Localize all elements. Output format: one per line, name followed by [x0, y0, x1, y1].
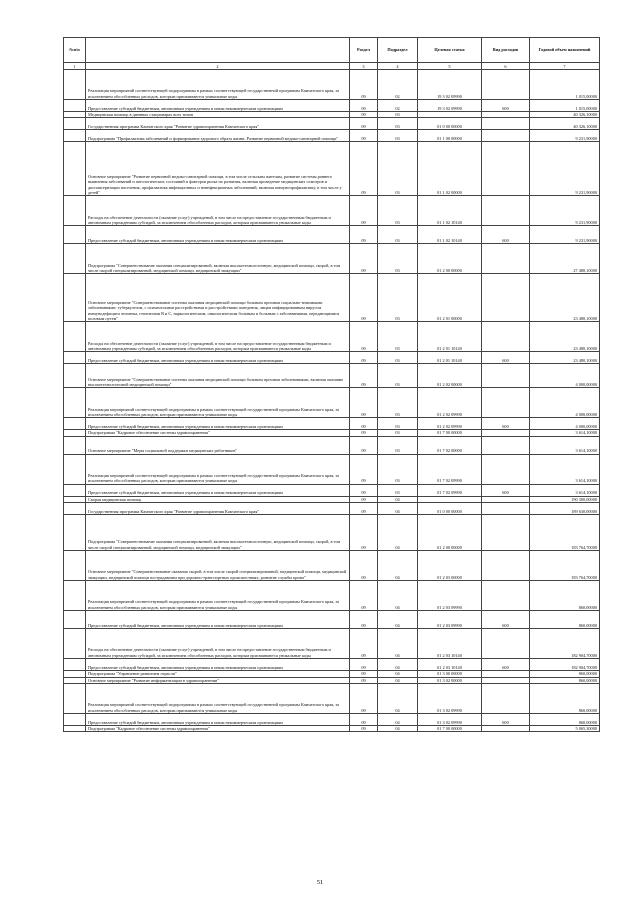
amount-cell: 183 764,70000: [530, 515, 600, 551]
subsection-cell: 03: [378, 388, 418, 418]
section-cell: 09: [350, 726, 378, 732]
section-cell: 09: [350, 100, 378, 112]
target-article-cell: 01 2 03 09990: [418, 581, 482, 611]
table-row: [64, 436, 600, 454]
name-cell: Предоставление субсидий бюджетным, автономным учреждениям и иным некоммерческим организациям: [86, 484, 350, 496]
section-cell: 09: [350, 142, 378, 196]
section-cell: 09: [350, 551, 378, 581]
target-article-cell: 01 2 01 00000: [418, 274, 482, 322]
table-row: [64, 611, 600, 629]
name-cell: Государственная программа Камчатского края "Развитие здравоохранения Камчатского края": [86, 503, 350, 515]
subsection-cell: 04: [378, 496, 418, 502]
amount-cell: 860,00000: [530, 611, 600, 629]
target-article-cell: 01 2 03 10140: [418, 659, 482, 671]
amount-cell: 9 231,90000: [530, 130, 600, 142]
name-cell: Основное мероприятие "Развитие информатизации в здравоохранении": [86, 677, 350, 683]
section-cell: 09: [350, 684, 378, 714]
num-cell: [64, 100, 86, 112]
expense-type-cell: [482, 726, 530, 732]
expense-type-cell: 600: [482, 611, 530, 629]
target-article-cell: 01 2 01 10140: [418, 322, 482, 352]
name-cell: Медицинская помощь в дневных стационарах всех типов: [86, 112, 350, 118]
table-row: [64, 196, 600, 226]
num-cell: [64, 726, 86, 732]
column-index-cell: 5: [418, 63, 482, 70]
amount-cell: 5 065,30000: [530, 726, 600, 732]
amount-cell: 40 326,10000: [530, 112, 600, 118]
amount-cell: 189 630,00000: [530, 503, 600, 515]
target-article-cell: 01 1 00 00000: [418, 130, 482, 142]
expense-type-cell: [482, 130, 530, 142]
amount-cell: 860,00000: [530, 581, 600, 611]
section-cell: 09: [350, 244, 378, 274]
header-num: №п/п: [64, 38, 86, 63]
amount-cell: 3 614,10000: [530, 430, 600, 436]
target-article-cell: 01 3 02 09990: [418, 684, 482, 714]
subsection-cell: 04: [378, 677, 418, 683]
table-row: [64, 684, 600, 714]
num-cell: [64, 70, 86, 100]
expense-type-cell: 600: [482, 226, 530, 244]
expense-type-cell: [482, 436, 530, 454]
name-cell: Расходы на обеспечение деятельности (оказание услуг) учреждений, в том числе на предоставление государственным бюджетным и автономным учреждениям субсидий, за исключением обособленных расходов, которым присваиваются уникальные коды: [86, 322, 350, 352]
target-article-cell: 01 1 02 10140: [418, 226, 482, 244]
table-row: [64, 629, 600, 659]
section-cell: 09: [350, 629, 378, 659]
section-cell: 09: [350, 659, 378, 671]
table-row: [64, 484, 600, 496]
amount-cell: 4 000,00000: [530, 418, 600, 430]
table-row: [64, 130, 600, 142]
target-article-cell: 01 2 00 00000: [418, 244, 482, 274]
table-row: [64, 322, 600, 352]
subsection-cell: 04: [378, 515, 418, 551]
section-cell: 09: [350, 388, 378, 418]
num-cell: [64, 226, 86, 244]
amount-cell: 27 480,10000: [530, 244, 600, 274]
subsection-cell: 03: [378, 274, 418, 322]
expense-type-cell: [482, 142, 530, 196]
section-cell: 09: [350, 714, 378, 726]
section-cell: 09: [350, 226, 378, 244]
amount-cell: 23 480,10000: [530, 274, 600, 322]
column-index-cell: 3: [350, 63, 378, 70]
num-cell: [64, 364, 86, 388]
num-cell: [64, 684, 86, 714]
subsection-cell: 02: [378, 70, 418, 100]
column-index-cell: 1: [64, 63, 86, 70]
subsection-cell: 04: [378, 551, 418, 581]
target-article-cell: 01 2 02 09990: [418, 418, 482, 430]
header-expense-type: Вид расходов: [482, 38, 530, 63]
subsection-cell: 03: [378, 430, 418, 436]
table-row: [64, 551, 600, 581]
expense-type-cell: [482, 364, 530, 388]
target-article-cell: 01 2 03 10140: [418, 629, 482, 659]
target-article-cell: 01 0 00 00000: [418, 118, 482, 130]
target-article-cell: 01 2 02 00000: [418, 364, 482, 388]
num-cell: [64, 196, 86, 226]
target-article-cell: 19 3 02 09990: [418, 70, 482, 100]
num-cell: [64, 581, 86, 611]
section-cell: 09: [350, 503, 378, 515]
column-index-row: [64, 63, 600, 70]
column-index-cell: 4: [378, 63, 418, 70]
expense-type-cell: [482, 454, 530, 484]
amount-cell: 9 231,90000: [530, 196, 600, 226]
header-amount: Годовой объем назначений: [530, 38, 600, 63]
num-cell: [64, 611, 86, 629]
subsection-cell: 03: [378, 130, 418, 142]
subsection-cell: 04: [378, 581, 418, 611]
subsection-cell: 03: [378, 418, 418, 430]
subsection-cell: 03: [378, 484, 418, 496]
subsection-cell: 04: [378, 684, 418, 714]
amount-cell: 3 614,10000: [530, 436, 600, 454]
target-article-cell: 01 7 02 00000: [418, 436, 482, 454]
section-cell: 09: [350, 436, 378, 454]
amount-cell: 1 015,00000: [530, 70, 600, 100]
section-cell: 09: [350, 515, 378, 551]
name-cell: Предоставление субсидий бюджетным, автономным учреждениям и иным некоммерческим организациям: [86, 418, 350, 430]
section-cell: 09: [350, 611, 378, 629]
subsection-cell: 04: [378, 629, 418, 659]
section-cell: 09: [350, 496, 378, 502]
expense-type-cell: [482, 581, 530, 611]
amount-cell: 23 480,10000: [530, 322, 600, 352]
name-cell: Расходы на обеспечение деятельности (оказание услуг) учреждений, в том числе на предоставление государственным бюджетным и автономным учреждениям субсидий, за исключением обособленных расходов, которым присваиваются уникальные коды: [86, 196, 350, 226]
name-cell: Предоставление субсидий бюджетным, автономным учреждениям и иным некоммерческим организациям: [86, 352, 350, 364]
target-article-cell: 01 7 00 00000: [418, 726, 482, 732]
page-number: 51: [316, 879, 324, 886]
column-index-cell: 6: [482, 63, 530, 70]
expense-type-cell: [482, 244, 530, 274]
subsection-cell: 04: [378, 714, 418, 726]
table-row: [64, 515, 600, 551]
section-cell: 09: [350, 418, 378, 430]
target-article-cell: 01 2 03 09990: [418, 611, 482, 629]
subsection-cell: 03: [378, 454, 418, 484]
name-cell: Подпрограмма "Совершенствование оказания специализированной, включая высокотехнологичную, медицинской помощи, скорой, в том числе скорой специализированной, медицинской помощи, медицинской эвакуации": [86, 515, 350, 551]
expense-type-cell: [482, 322, 530, 352]
amount-cell: 860,00000: [530, 684, 600, 714]
section-cell: 09: [350, 430, 378, 436]
expense-type-cell: 600: [482, 659, 530, 671]
section-cell: 09: [350, 352, 378, 364]
num-cell: [64, 503, 86, 515]
section-cell: 09: [350, 671, 378, 677]
section-cell: 09: [350, 581, 378, 611]
num-cell: [64, 551, 86, 581]
subsection-cell: 04: [378, 503, 418, 515]
amount-cell: 4 000,00000: [530, 388, 600, 418]
expense-type-cell: [482, 551, 530, 581]
table-row: [64, 581, 600, 611]
target-article-cell: 01 3 02 00000: [418, 677, 482, 683]
name-cell: Предоставление субсидий бюджетным, автономным учреждениям и иным некоммерческим организациям: [86, 659, 350, 671]
name-cell: Подпрограмма "Управление развитием отрасли": [86, 671, 350, 677]
table-row: [64, 364, 600, 388]
amount-cell: 23 480,10000: [530, 352, 600, 364]
table-row: [64, 418, 600, 430]
expense-type-cell: 600: [482, 100, 530, 112]
header-name: [86, 38, 350, 63]
subsection-cell: 03: [378, 142, 418, 196]
amount-cell: 190 300,00000: [530, 496, 600, 502]
table-row: [64, 388, 600, 418]
table-row: [64, 70, 600, 100]
num-cell: [64, 418, 86, 430]
amount-cell: 183 764,70000: [530, 551, 600, 581]
section-cell: 09: [350, 364, 378, 388]
amount-cell: 9 231,90000: [530, 142, 600, 196]
name-cell: Реализация мероприятий соответствующей подпрограммы в рамках соответствующей государственной программы Камчатского края, за исключением обособленных расходов, которым присваиваются уникальные коды: [86, 581, 350, 611]
subsection-cell: 03: [378, 226, 418, 244]
expense-type-cell: [482, 684, 530, 714]
name-cell: Предоставление субсидий бюджетным, автономным учреждениям и иным некоммерческим организациям: [86, 611, 350, 629]
header-section: Раздел: [350, 38, 378, 63]
target-article-cell: 01 2 00 00000: [418, 515, 482, 551]
name-cell: Основное мероприятие "Развитие первичной медико-санитарной помощи, в том числе сельским жителям, развитие системы раннего выявления заболеваний и патологических состояний и факторов риска их развития, включая проведение медицинских осмотров и диспансеризации населения, профилактика инфекционных и неинфекционных заболеваний, включая иммунопрофилактику, в том числе у детей": [86, 142, 350, 196]
num-cell: [64, 714, 86, 726]
subsection-cell: 04: [378, 726, 418, 732]
num-cell: [64, 130, 86, 142]
num-cell: [64, 659, 86, 671]
expense-type-cell: [482, 515, 530, 551]
name-cell: Реализация мероприятий соответствующей подпрограммы в рамках соответствующей государственной программы Камчатского края, за исключением обособленных расходов, которым присваиваются уникальные коды: [86, 70, 350, 100]
name-cell: Скорая медицинская помощь: [86, 496, 350, 502]
table-header-row: [64, 38, 600, 63]
amount-cell: 860,00000: [530, 671, 600, 677]
expense-type-cell: [482, 118, 530, 130]
subsection-cell: 03: [378, 436, 418, 454]
target-article-cell: 01 0 00 00000: [418, 503, 482, 515]
table-row: [64, 118, 600, 130]
num-cell: [64, 274, 86, 322]
num-cell: [64, 484, 86, 496]
expense-type-cell: [482, 70, 530, 100]
amount-cell: 40 326,10000: [530, 118, 600, 130]
amount-cell: 9 231,90000: [530, 226, 600, 244]
amount-cell: 182 904,70000: [530, 629, 600, 659]
name-cell: Государственная программа Камчатского края "Развитие здравоохранения Камчатского края": [86, 118, 350, 130]
section-cell: 09: [350, 70, 378, 100]
num-cell: [64, 244, 86, 274]
section-cell: 09: [350, 274, 378, 322]
amount-cell: 860,00000: [530, 677, 600, 683]
num-cell: [64, 118, 86, 130]
subsection-cell: 04: [378, 659, 418, 671]
name-cell: Подпрограмма "Профилактика заболеваний и формирование здорового образа жизни. Развитие первичной медико-санитарной помощи": [86, 130, 350, 142]
table-row: [64, 659, 600, 671]
name-cell: Реализация мероприятий соответствующей подпрограммы в рамках соответствующей государственной программы Камчатского края, за исключением обособленных расходов, которым присваиваются уникальные коды: [86, 388, 350, 418]
expense-type-cell: [482, 196, 530, 226]
table-row: [64, 503, 600, 515]
header-subsection: Подраздел: [378, 38, 418, 63]
target-article-cell: 01 3 02 09990: [418, 714, 482, 726]
header-target-article: Целевая статья: [418, 38, 482, 63]
subsection-cell: 03: [378, 364, 418, 388]
subsection-cell: 02: [378, 100, 418, 112]
expense-type-cell: 600: [482, 352, 530, 364]
table-row: [64, 714, 600, 726]
subsection-cell: 03: [378, 196, 418, 226]
expense-type-cell: 600: [482, 418, 530, 430]
table-row: [64, 226, 600, 244]
name-cell: Предоставление субсидий бюджетным, автономным учреждениям и иным некоммерческим организациям: [86, 226, 350, 244]
target-article-cell: 01 2 02 09990: [418, 388, 482, 418]
table-row: [64, 244, 600, 274]
amount-cell: 860,00000: [530, 714, 600, 726]
name-cell: Основное мероприятие "Совершенствование оказания скорой, в том числе скорой специализированной, медицинской помощи, медицинской эвакуации, медицинской помощи пострадавшим при дорожно-транспортных происшествиях, развитие службы крови": [86, 551, 350, 581]
section-cell: 09: [350, 118, 378, 130]
name-cell: Реализация мероприятий соответствующей подпрограммы в рамках соответствующей государственной программы Камчатского края, за исключением обособленных расходов, которым присваиваются уникальные коды: [86, 454, 350, 484]
num-cell: [64, 388, 86, 418]
target-article-cell: 01 1 02 00000: [418, 142, 482, 196]
table-row: [64, 100, 600, 112]
target-article-cell: 19 3 02 09990: [418, 100, 482, 112]
expense-type-cell: [482, 274, 530, 322]
name-cell: Подпрограмма "Кадровое обеспечение системы здравоохранения": [86, 726, 350, 732]
subsection-cell: 03: [378, 352, 418, 364]
amount-cell: 182 904,70000: [530, 659, 600, 671]
section-cell: 09: [350, 130, 378, 142]
name-cell: Основное мероприятие "Меры социальной поддержки медицинских работников": [86, 436, 350, 454]
target-article-cell: 01 7 02 09990: [418, 454, 482, 484]
expense-type-cell: [482, 503, 530, 515]
subsection-cell: 03: [378, 118, 418, 130]
table-row: [64, 454, 600, 484]
num-cell: [64, 515, 86, 551]
subsection-cell: 04: [378, 671, 418, 677]
name-cell: Основное мероприятие "Совершенствование системы оказания медицинской помощи больным прочими социально-значимыми заболеваниями: туберкулезом, с психическими расстройствами и расстройствами поведения, лицам инфицированным вирусом иммунодефицита человека, гепатитами В и С, наркологическим, онкологическим больным и больным с заболеваниями, передающимися половым путем": [86, 274, 350, 322]
amount-cell: 4 000,00000: [530, 364, 600, 388]
subsection-cell: 04: [378, 611, 418, 629]
expense-type-cell: 600: [482, 484, 530, 496]
amount-cell: 1 015,00000: [530, 100, 600, 112]
section-cell: 09: [350, 454, 378, 484]
target-article-cell: 01 7 02 09990: [418, 484, 482, 496]
amount-cell: 3 614,10000: [530, 484, 600, 496]
name-cell: Основное мероприятие "Совершенствование системы оказания медицинской помощи больным прочими заболеваниями, включая оказание высокотехнологичной медицинской помощи": [86, 364, 350, 388]
target-article-cell: 01 1 02 10140: [418, 196, 482, 226]
expense-type-cell: [482, 629, 530, 659]
target-article-cell: 01 2 01 10140: [418, 352, 482, 364]
column-index-cell: 7: [530, 63, 600, 70]
section-cell: 09: [350, 484, 378, 496]
num-cell: [64, 322, 86, 352]
target-article-cell: 01 7 00 00000: [418, 430, 482, 436]
name-cell: Подпрограмма "Совершенствование оказания специализированной, включая высокотехнологичную, медицинской помощи, скорой, в том числе скорой специализированной, медицинской помощи, медицинской эвакуации": [86, 244, 350, 274]
section-cell: 09: [350, 196, 378, 226]
table-body: [64, 70, 600, 732]
table-row: [64, 142, 600, 196]
expense-type-cell: [482, 388, 530, 418]
amount-cell: 3 614,10000: [530, 454, 600, 484]
section-cell: 09: [350, 677, 378, 683]
subsection-cell: 03: [378, 244, 418, 274]
num-cell: [64, 352, 86, 364]
column-index-cell: 2: [86, 63, 350, 70]
table-row: [64, 274, 600, 322]
section-cell: 09: [350, 322, 378, 352]
num-cell: [64, 436, 86, 454]
section-cell: 09: [350, 112, 378, 118]
budget-table: [63, 37, 600, 732]
table-row: [64, 352, 600, 364]
table-row: [64, 726, 600, 732]
num-cell: [64, 629, 86, 659]
target-article-cell: 01 2 03 00000: [418, 551, 482, 581]
subsection-cell: 03: [378, 322, 418, 352]
name-cell: Реализация мероприятий соответствующей подпрограммы в рамках соответствующей государственной программы Камчатского края, за исключением обособленных расходов, которым присваиваются уникальные коды: [86, 684, 350, 714]
name-cell: Подпрограмма "Кадровое обеспечение системы здравоохранения": [86, 430, 350, 436]
name-cell: Предоставление субсидий бюджетным, автономным учреждениям и иным некоммерческим организациям: [86, 100, 350, 112]
name-cell: Расходы на обеспечение деятельности (оказание услуг) учреждений, в том числе на предоставление государственным бюджетным и автономным учреждениям субсидий, за исключением обособленных расходов, которым присваиваются уникальные коды: [86, 629, 350, 659]
name-cell: Предоставление субсидий бюджетным, автономным учреждениям и иным некоммерческим организациям: [86, 714, 350, 726]
num-cell: [64, 142, 86, 196]
expense-type-cell: 600: [482, 714, 530, 726]
subsection-cell: 03: [378, 112, 418, 118]
num-cell: [64, 454, 86, 484]
target-article-cell: 01 3 00 00000: [418, 671, 482, 677]
